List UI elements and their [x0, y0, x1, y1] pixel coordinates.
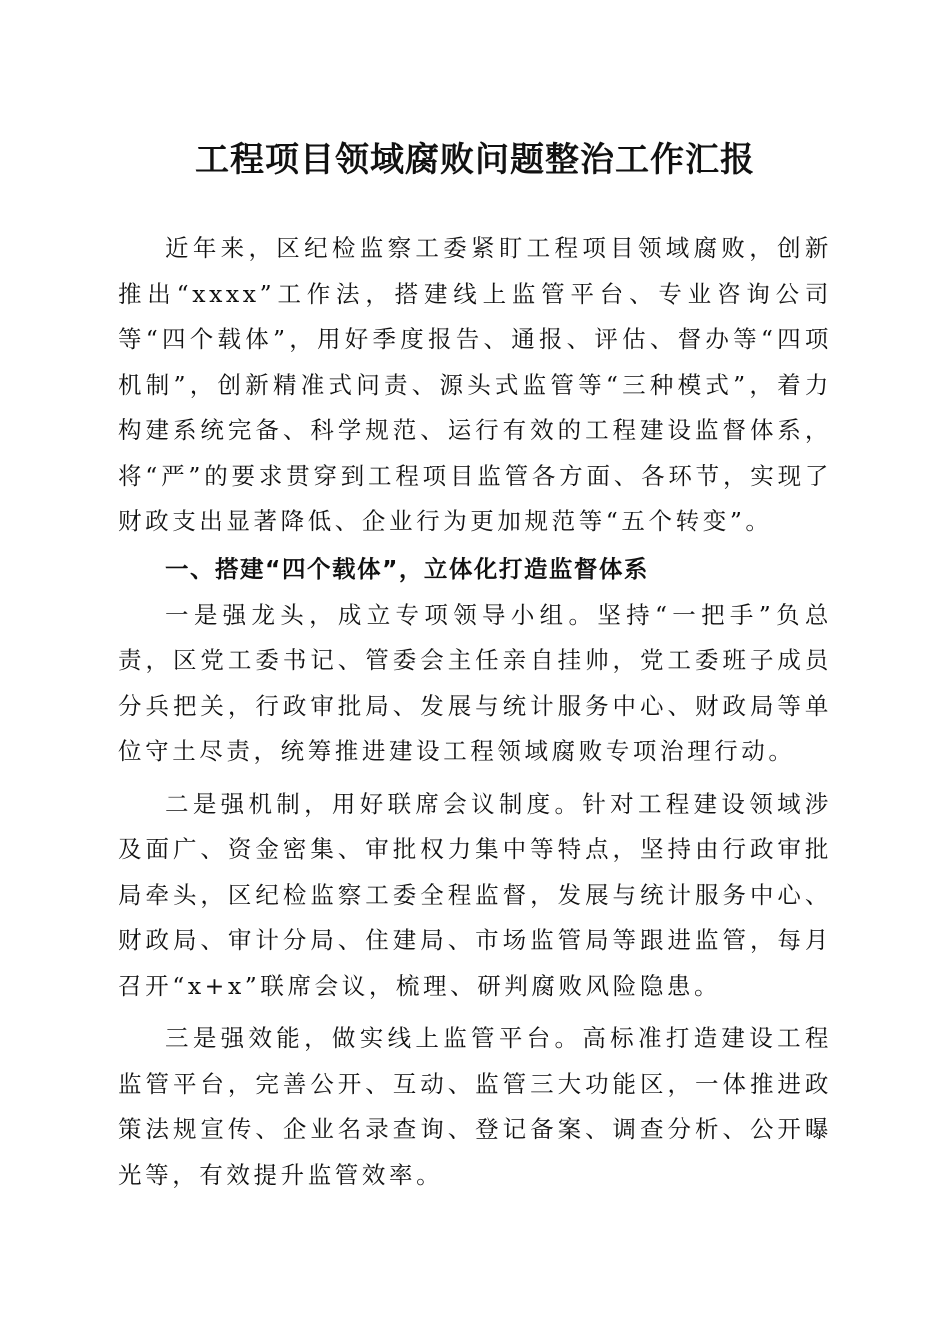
- intro-paragraph: 近年来，区纪检监察工委紧盯工程项目领域腐败，创新推出“xxxx”工作法，搭建线上监管平台、专业咨询公司等“四个载体”，用好季度报告、通报、评估、督办等“四项机制”，创新精准式问责、源头式监管等“三种模式”，着力构建系统完备、科学规范、运行有效的工程建设监督体系，将“严”的要求贯穿到工程项目监管各方面、各环节，实现了财政支出显著降低、企业行为更加规范等“五个转变”。: [118, 234, 832, 535]
- paragraph-text: 坚持“一把手”负总责，区党工委书记、管委会主任亲自挂帅，党工委班子成员分兵把关，行政审批局、发展与统计服务中心、财政局等单位守土尽责，统筹推进建设工程领域腐败专项治理行动。: [118, 600, 833, 765]
- section-paragraph: [118, 782, 832, 1010]
- paragraph-lead: 二是强机制，用好联席会议制度。: [165, 789, 583, 818]
- paragraph-text: 高标准打造建设工程监管平台，完善公开、互动、监管三大功能区，一体推进政策法规宣传、企业名录查询、登记备案、调查分析、公开曝光等，有效提升监管效率。: [118, 1024, 832, 1189]
- document-title: 工程项目领域腐败问题整治工作汇报: [195, 140, 755, 180]
- paragraph-lead: 三是强效能，做实线上监管平台。: [165, 1024, 583, 1052]
- paragraph-lead: 一是强龙头，成立专项领导小组。: [165, 600, 598, 629]
- document-body: [118, 226, 832, 1198]
- paragraph-text: 针对工程建设领域涉及面广、资金密集、审批权力集中等特点，坚持由行政审批局牵头，区纪检监察工委全程监督，发展与统计服务中心、财政局、审计分局、住建局、市场监管局等跟进监管，每月召开“x+x”联席会议，梳理、研判腐败风险隐患。: [118, 789, 832, 1000]
- section-paragraph: [118, 593, 832, 775]
- section-paragraph: [118, 1016, 832, 1198]
- section-heading: 一、搭建“四个载体”，立体化打造监督体系: [165, 554, 649, 583]
